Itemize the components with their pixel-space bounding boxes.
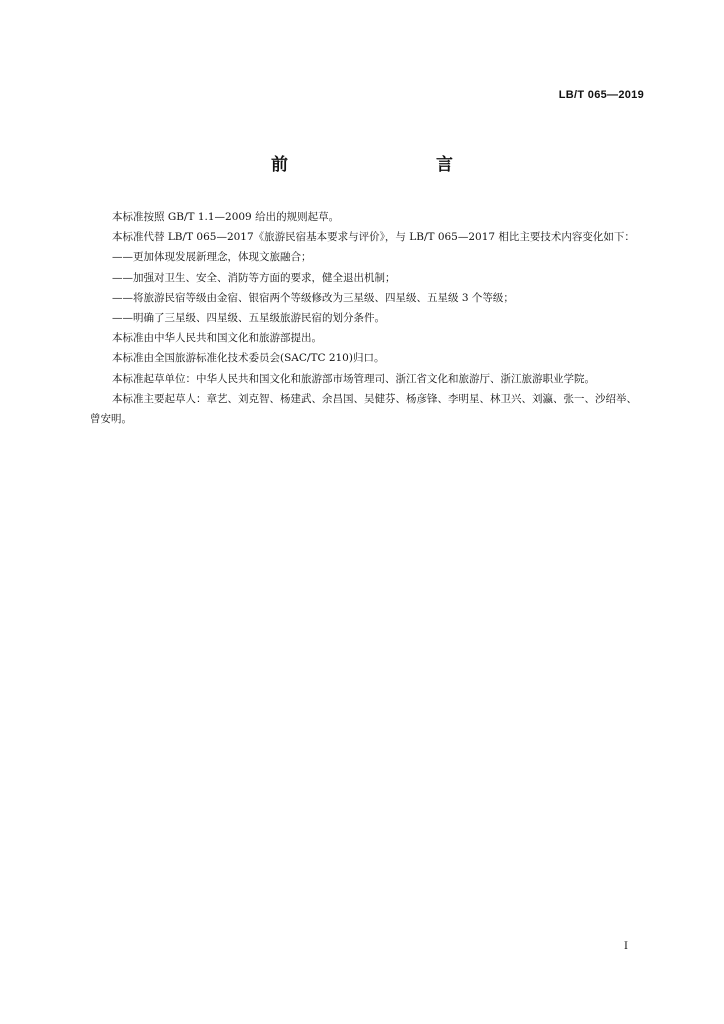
change-item-2: ——加强对卫生、安全、消防等方面的要求，健全退出机制； [112, 271, 396, 284]
paragraph-drafting-rules: 本标准按照 GB/T 1.1—2009 给出的规则起草。 [112, 211, 340, 223]
page-title: 前 言 [271, 155, 491, 175]
standard-code: LB/T 065—2019 [558, 89, 644, 101]
paragraph-proposer: 本标准由中华人民共和国文化和旅游部提出。 [112, 332, 322, 345]
change-item-4: ——明确了三星级、四星级、五星级旅游民宿的划分条件。 [112, 312, 385, 325]
paragraph-drafting-units: 本标准起草单位：中华人民共和国文化和旅游部市场管理司、浙江省文化和旅游厅、浙江旅游职业学院。 [112, 372, 595, 385]
paragraph-drafters: 本标准主要起草人：章艺、刘克智、杨建武、余昌国、吴健芬、杨彦锋、李明星、林卫兴、刘瀛、张一、沙绍举、曾安明。 [90, 392, 637, 426]
foreword-body [90, 207, 646, 429]
change-item-3: ——将旅游民宿等级由金宿、银宿两个等级修改为三星级、四星级、五星级 3 个等级； [112, 291, 514, 304]
change-item-1: ——更加体现发展新理念，体现文旅融合； [112, 251, 312, 264]
paragraph-centralized-by: 本标准由全国旅游标准化技术委员会(SAC/TC 210)归口。 [112, 352, 385, 365]
page-number: I [624, 941, 628, 952]
paragraph-replacement: 本标准代替 LB/T 065—2017《旅游民宿基本要求与评价》，与 LB/T 065—2017 相比主要技术内容变化如下： [112, 231, 635, 244]
